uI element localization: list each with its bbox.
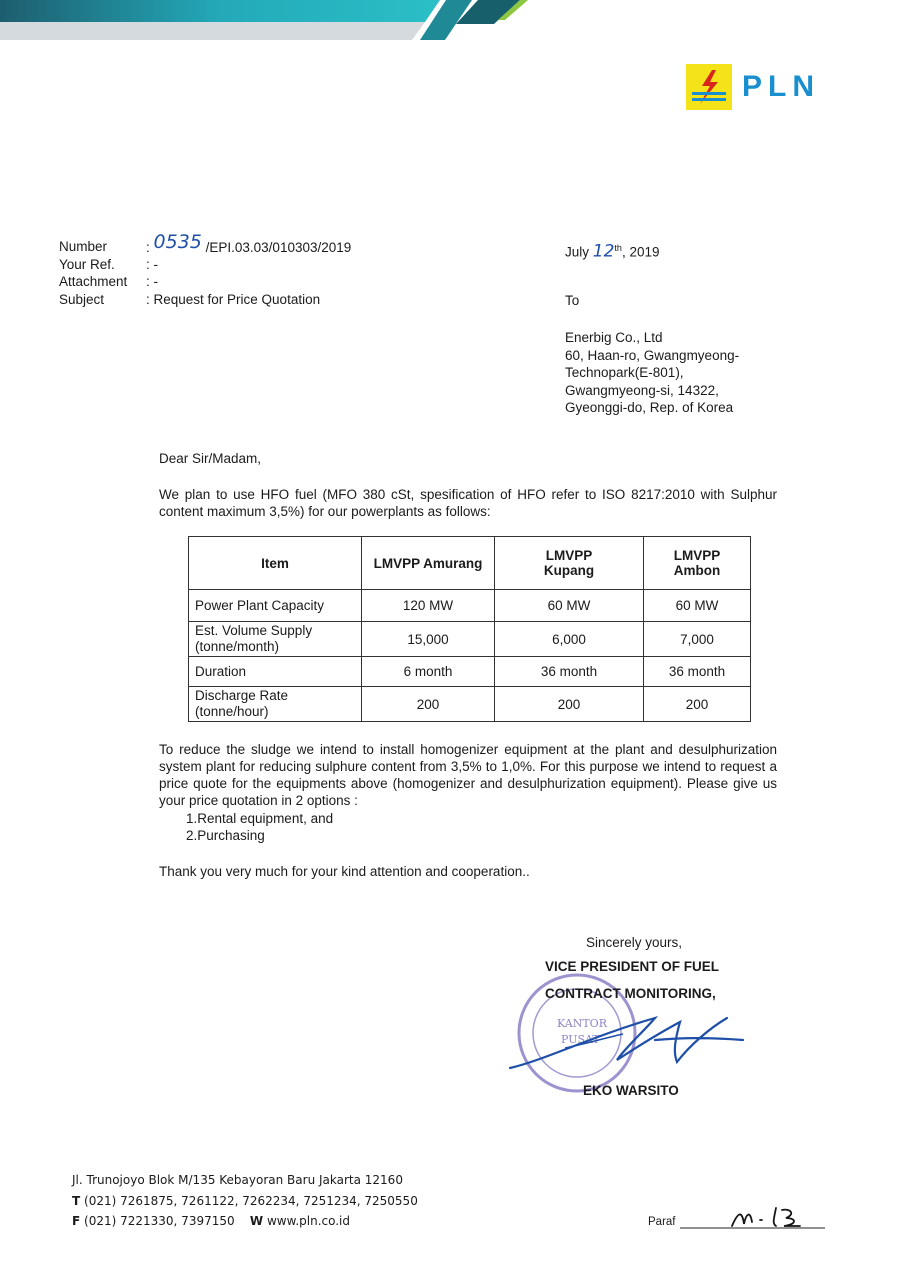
signatory-title-1: VICE PRESIDENT OF FUEL bbox=[545, 959, 720, 974]
recipient-line: Gyeonggi-do, Rep. of Korea bbox=[565, 400, 734, 415]
table-cell: Duration bbox=[189, 657, 362, 687]
table-header: LMVPP Kupang bbox=[495, 537, 644, 590]
table-cell: Discharge Rate (tonne/hour) bbox=[189, 687, 362, 722]
table-cell: 200 bbox=[644, 687, 751, 722]
subject-label: Subject bbox=[59, 292, 105, 307]
sincerely-text: Sincerely yours, bbox=[586, 935, 683, 950]
footer-fax-web: F (021) 7221330, 7397150 W www.pln.co.id bbox=[72, 1214, 351, 1228]
recipient-address bbox=[565, 329, 739, 417]
table-row bbox=[189, 687, 751, 722]
table-cell: 7,000 bbox=[644, 622, 751, 657]
your-ref-value: : - bbox=[146, 257, 158, 272]
fuel-plant-table bbox=[188, 536, 751, 722]
table-header: LMVPP Amurang bbox=[362, 537, 495, 590]
table-cell: 36 month bbox=[644, 657, 751, 687]
table-cell: 60 MW bbox=[495, 590, 644, 622]
table-cell: 120 MW bbox=[362, 590, 495, 622]
salutation: Dear Sir/Madam, bbox=[159, 451, 262, 466]
table-cell: 200 bbox=[362, 687, 495, 722]
attachment-label: Attachment bbox=[59, 274, 128, 289]
header-band bbox=[0, 0, 897, 40]
table-row bbox=[189, 590, 751, 622]
signatory-name: EKO WARSITO bbox=[583, 1083, 679, 1098]
paraf-initials bbox=[680, 1200, 830, 1234]
your-ref-label: Your Ref. bbox=[59, 257, 115, 272]
number-label: Number bbox=[59, 239, 108, 254]
table-cell: 200 bbox=[495, 687, 644, 722]
option-item: 1.Rental equipment, and bbox=[186, 811, 334, 826]
footer-address: Jl. Trunojoyo Blok M/135 Kebayoran Baru Jakarta 12160 bbox=[72, 1173, 403, 1187]
handwritten-signature bbox=[505, 1000, 755, 1080]
number-value: /EPI.03.03/010303/2019 bbox=[205, 240, 352, 255]
signatory-title-2: CONTRACT MONITORING, bbox=[545, 986, 716, 1001]
recipient-line: Technopark(E-801), bbox=[565, 365, 684, 380]
letter-date: July 12th, 2019 bbox=[565, 241, 660, 262]
recipient-line: Gwangmyeong-si, 14322, bbox=[565, 382, 719, 398]
recipient-line: 60, Haan-ro, Gwangmyeong- bbox=[565, 347, 740, 363]
subject-value: : Request for Price Quotation bbox=[146, 292, 321, 307]
paraf-label: Paraf bbox=[648, 1216, 676, 1228]
handwritten-day: 12 bbox=[592, 241, 615, 262]
recipient-line: Enerbig Co., Ltd bbox=[565, 330, 663, 345]
intro-paragraph: We plan to use HFO fuel (MFO 380 cSt, spesification of HFO refer to ISO 8217:2010 with Sulphur content maximum 3,5%) for our powerplants as follows: bbox=[159, 487, 777, 519]
attachment-value: : - bbox=[146, 274, 158, 289]
table-cell: Power Plant Capacity bbox=[189, 590, 362, 622]
pln-logo-text: PLN bbox=[742, 70, 820, 103]
table-cell: 15,000 bbox=[362, 622, 495, 657]
pln-logo-mark bbox=[686, 64, 732, 110]
footer-web-link[interactable]: www.pln.co.id bbox=[266, 1214, 351, 1228]
table-row bbox=[189, 657, 751, 687]
stamp-text: KANTOR bbox=[557, 1017, 607, 1030]
handwritten-number: 0535 bbox=[153, 231, 202, 253]
table-header: LMVPP Ambon bbox=[644, 537, 751, 590]
table-cell: Est. Volume Supply (tonne/month) bbox=[189, 622, 362, 657]
svg-text:PUSAT: PUSAT bbox=[561, 1033, 600, 1046]
table-row bbox=[189, 622, 751, 657]
footer-phone: T (021) 7261875, 7261122, 7262234, 7251234, 7250550 bbox=[72, 1194, 418, 1208]
table-cell: 6,000 bbox=[495, 622, 644, 657]
table-header-row bbox=[189, 537, 751, 590]
closing-line: Thank you very much for your kind attention and cooperation.. bbox=[159, 864, 530, 879]
table-header: Item bbox=[189, 537, 362, 590]
option-item: 2.Purchasing bbox=[186, 828, 265, 843]
number-field: : 0535 /EPI.03.03/010303/2019 bbox=[146, 231, 352, 255]
table-cell: 60 MW bbox=[644, 590, 751, 622]
table-cell: 36 month bbox=[495, 657, 644, 687]
to-label: To bbox=[565, 293, 580, 308]
table-cell: 6 month bbox=[362, 657, 495, 687]
request-paragraph: To reduce the sludge we intend to install homogenizer equipment at the plant and desulphurization system plant for reducing sulphure content from 3,5% to 1,0%. For this purpose we intend to request a price quote for the equipments above (homogenizer and desulphurization equipment). Please give us your price quotation in 2 options : bbox=[159, 742, 777, 808]
